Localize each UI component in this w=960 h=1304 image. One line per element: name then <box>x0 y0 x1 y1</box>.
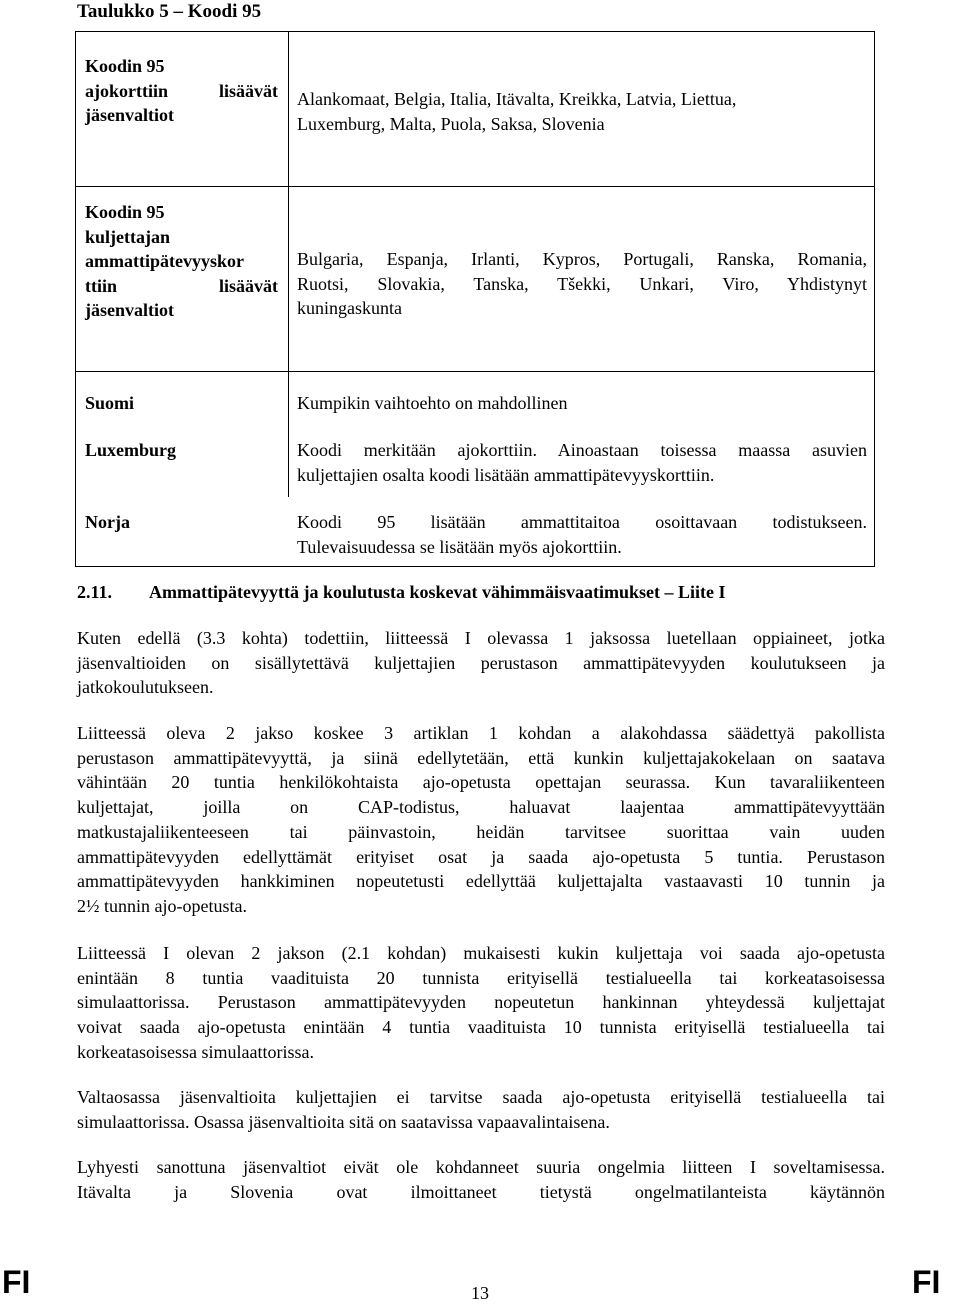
paragraph-5 <box>77 1155 885 1204</box>
text-line: ammattipätevyyden hankkiminen nopeutetusti edellyttää kuljettajalta vastaavasti 10 tunnin ja <box>77 871 885 892</box>
cell-text: kuningaskunta <box>297 298 402 318</box>
text-line: Liitteessä oleva 2 jakso koskee 3 artiklan 1 kohdan a alakohdassa säädettyä pakollista <box>77 723 885 743</box>
page-number: 13 <box>471 1283 489 1303</box>
text-line: kuljettajat, joilla on CAP-todistus, haluavat laajentaa ammattipätevyyttään <box>77 797 885 818</box>
text-line: ammattipätevyyden edellyttämät erityiset osat ja saada ajo-opetusta 5 tuntia. Perustason <box>77 846 885 867</box>
table-row-4-label <box>85 438 278 463</box>
section-title: Ammattipätevyyttä ja koulutusta koskevat vähimmäisvaatimukset – Liite I <box>149 582 726 602</box>
cell-text: Kumpikin vaihtoehto on mahdollinen <box>297 393 568 413</box>
paragraph-4 <box>77 1085 885 1134</box>
table-row-3-label <box>85 391 278 416</box>
table-row-1-value <box>297 87 867 136</box>
cell-text: Ruotsi, Slovakia, Tanska, Tšekki, Unkari, Viro, Yhdistynyt <box>297 273 867 294</box>
text-line: Itävalta ja Slovenia ovat ilmoittaneet tietystä ongelmatilanteista käytännön <box>77 1181 885 1202</box>
column-divider <box>288 32 289 497</box>
cell-text: Alankomaat, Belgia, Italia, Itävalta, Kreikka, Latvia, Liettua, <box>297 89 737 109</box>
cell-text: Norja <box>85 512 130 532</box>
table-row-5-value <box>297 510 867 559</box>
cell-text: Bulgaria, Espanja, Irlanti, Kypros, Portugali, Ranska, Romania, <box>297 249 867 269</box>
table-row-2-label <box>85 200 278 323</box>
table-row-2-value <box>297 247 867 321</box>
cell-text: kuljettajan <box>85 226 170 247</box>
cell-text: Luxemburg <box>85 440 177 460</box>
cell-text: Koodi 95 lisätään ammattitaitoa osoittavaan todistukseen. <box>297 512 867 532</box>
text-line: vähintään 20 tuntia henkilökohtaista ajo-opetusta opettajan seurassa. Kun tavaraliikenteen <box>77 772 885 793</box>
text-line: Liitteessä I olevan 2 jakson (2.1 kohdan) mukaisesti kukin kuljettaja voi saada ajo-opetusta <box>77 943 885 963</box>
paragraph-3 <box>77 941 885 1065</box>
member-state-table <box>75 31 875 567</box>
text-line: voivat saada ajo-opetusta enintään 4 tuntia vaadituista 10 tunnista erityisellä testialueella tai <box>77 1017 885 1038</box>
row-divider <box>76 371 874 372</box>
row-divider <box>76 186 874 187</box>
cell-text: Koodin 95 <box>85 56 165 76</box>
section-heading <box>77 580 877 604</box>
text-line: jatkokoulutukseen. <box>77 677 214 698</box>
text-line: simulaattorissa. Perustason ammattipätevyyden nopeutetun hankinnan yhteydessä kuljettajat <box>77 992 885 1013</box>
cell-text: ajokorttiin lisäävät <box>85 80 278 101</box>
cell-text: ttiin lisäävät <box>85 275 278 296</box>
cell-text: Luxemburg, Malta, Puola, Saksa, Slovenia <box>297 113 605 134</box>
table-row-4-value <box>297 438 867 487</box>
cell-text: jäsenvaltiot <box>85 105 174 125</box>
cell-text: jäsenvaltiot <box>85 300 174 320</box>
cell-text: Suomi <box>85 393 135 413</box>
table-row-5-label <box>85 510 278 535</box>
text-line: Kuten edellä (3.3 kohta) todettiin, liitteessä I olevassa 1 jaksossa luetellaan oppiaineet, jotka <box>77 628 885 648</box>
table-row-3-value <box>297 391 867 416</box>
text-line: matkustajaliikenteeseen tai päinvastoin, heidän tarvitsee suorittaa vain uuden <box>77 821 885 842</box>
text-line: enintään 8 tuntia vaadituista 20 tunnista erityisellä testialueella tai korkeatasoisessa <box>77 967 885 988</box>
cell-text: ammattipätevyyskor <box>85 251 244 271</box>
text-line: Valtaosassa jäsenvaltioita kuljettajien ei tarvitse saada ajo-opetusta erityisellä testialueella tai <box>77 1087 885 1107</box>
text-line: Lyhyesti sanottuna jäsenvaltiot eivät ole kohdanneet suuria ongelmia liitteen I soveltamisessa. <box>77 1157 885 1177</box>
cell-text: Koodin 95 <box>85 202 165 222</box>
paragraph-2 <box>77 721 885 919</box>
text-line: korkeatasoisessa simulaattorissa. <box>77 1041 314 1062</box>
text-line: simulaattorissa. Osassa jäsenvaltioita sitä on saatavissa vapaavalintaisena. <box>77 1111 610 1132</box>
footer-language-mark-right: FI <box>912 1264 941 1300</box>
table-caption: Taulukko 5 – Koodi 95 <box>77 1 262 22</box>
text-line: perustason ammattipätevyyttä, ja siinä edellytetään, että kunkin kuljettajakokelaan on saatava <box>77 747 885 768</box>
cell-text: Tulevaisuudessa se lisätään myös ajokorttiin. <box>297 536 622 557</box>
text-line: jäsenvaltioiden on sisällytettävä kuljettajien perustason ammattipätevyyden koulutukseen ja <box>77 652 885 673</box>
footer-language-mark-left: FI <box>2 1264 31 1300</box>
cell-text: Koodi merkitään ajokorttiin. Ainoastaan toisessa maassa asuvien <box>297 440 867 460</box>
text-line: 2½ tunnin ajo-opetusta. <box>77 895 247 916</box>
table-row-1-label <box>85 54 278 128</box>
paragraph-1 <box>77 626 885 700</box>
cell-text: kuljettajien osalta koodi lisätään ammattipätevyyskorttiin. <box>297 464 715 485</box>
section-number: 2.11. <box>77 582 113 602</box>
